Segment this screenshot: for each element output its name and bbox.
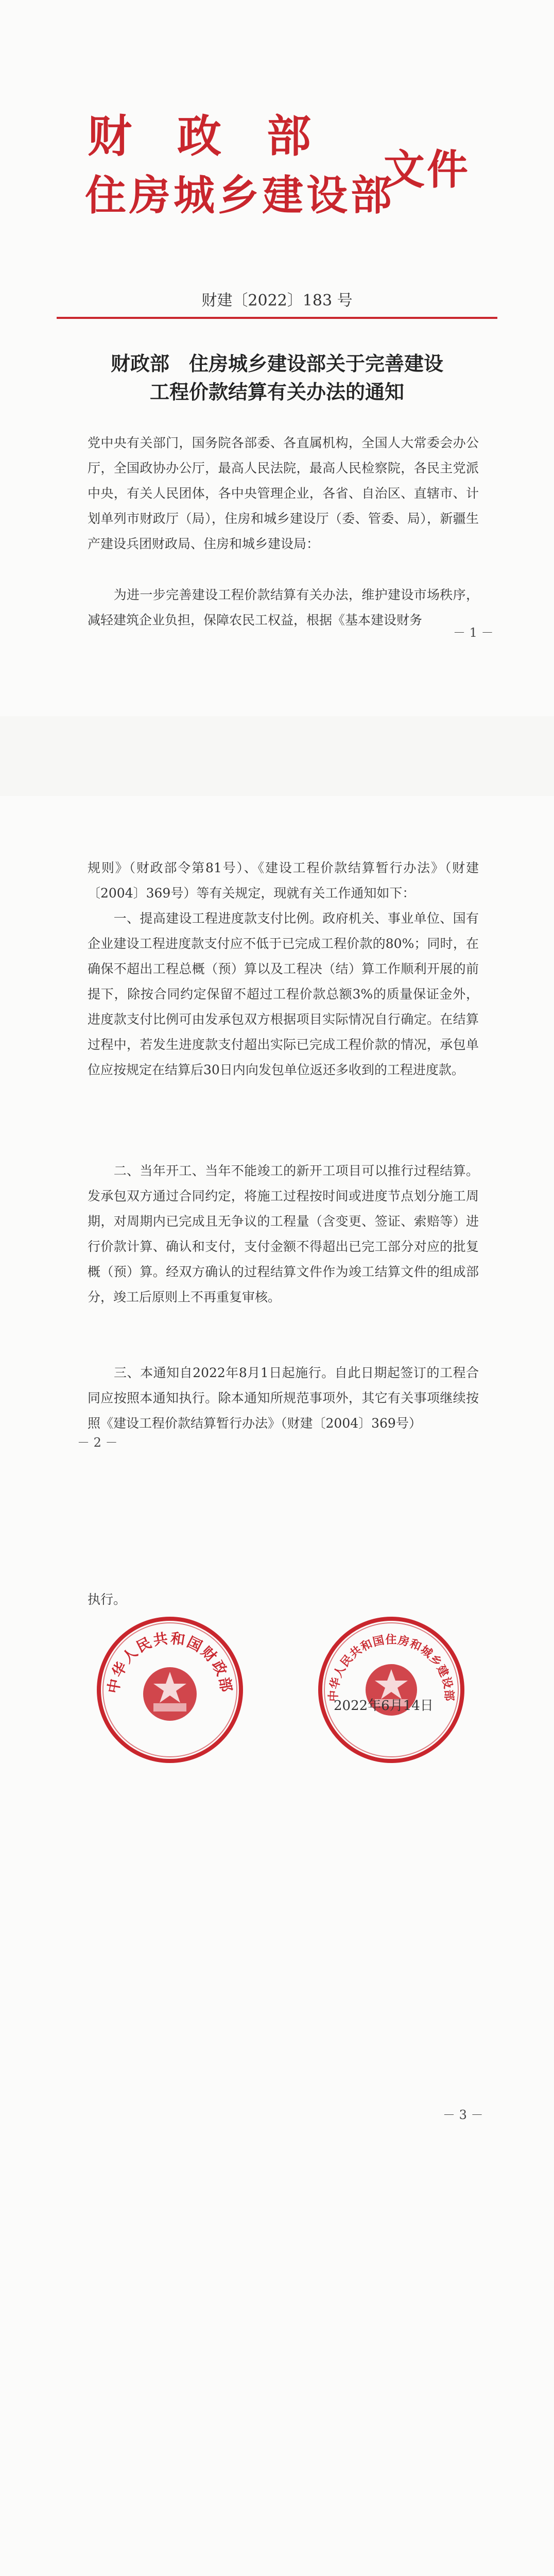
- issue-date: 2022年6月14日: [334, 1698, 434, 1714]
- svg-text:中华人民共和国财政部: 中华人民共和国财政部: [105, 1630, 235, 1695]
- paragraph-3: 三、本通知自2022年8月1日起施行。自此日期起签订的工程合同应按照本通知执行。除本通知所规范事项外，其它有关事项继续按照《建设工程价款结算暂行办法》（财建〔2004〕369号）: [88, 1365, 479, 1431]
- page-3: [0, 1587, 554, 2463]
- seal-mof: [93, 1613, 247, 1767]
- paragraph-0: 规则》（财政部令第81号）、《建设工程价款结算暂行办法》（财建〔2004〕369号）等有关规定，现就有关工作通知如下：: [88, 860, 479, 901]
- addressees: 党中央有关部门，国务院各部委、各直属机构，全国人大常委会办公厅，全国政协办公厅，最高人民法院，最高人民检察院，各民主党派中央，有关人民团体，各中央管理企业，各省、自治区、直辖市、计划单列市财政厅（局），住房和城乡建设厅（委、管委、局），新疆生产建设兵团财政局、住房和城乡建设局：: [88, 435, 479, 551]
- header-suffix: 文件: [384, 145, 470, 194]
- page-number-2: － 2 －: [77, 1435, 118, 1450]
- title-line1: 财政部 住房城乡建设部关于完善建设: [110, 352, 443, 375]
- national-emblem-icon: [143, 1667, 197, 1721]
- header-line1: 财政部: [88, 110, 356, 162]
- page-4: [0, 2463, 554, 2576]
- header-line2: 住房城乡建设部: [85, 171, 395, 219]
- title-line2: 工程价款结算有关办法的通知: [149, 380, 404, 403]
- intro-paragraph: 为进一步完善建设工程价款结算有关办法，维护建设市场秩序，减轻建筑企业负担，保障农民工权益，根据《基本建设财务: [88, 587, 479, 628]
- page-1: [0, 0, 554, 716]
- page-2: [0, 796, 554, 1615]
- paragraph-2: 二、当年开工、当年不能竣工的新开工项目可以推行过程结算。发承包双方通过合同约定，将施工过程按时间或进度节点划分施工周期，对周期内已完成且无争议的工程量（含变更、签证、索赔等）进行价款计算、确认和支付，支付金额不得超出已完工部分对应的批复概（预）算。经双方确认的过程结算文件作为竣工结算文件的组成部分，竣工后原则上不再重复审核。: [88, 1163, 479, 1304]
- seal-mohurd: [314, 1613, 469, 1767]
- page-number-1: － 1 －: [453, 625, 494, 640]
- closing-text: 执行。: [88, 1592, 127, 1607]
- page-number-3: － 3 －: [443, 2108, 483, 2122]
- red-divider: [57, 317, 497, 319]
- svg-text:中华人民共和国住房和城乡建设部: 中华人民共和国住房和城乡建设部: [326, 1633, 456, 1702]
- paragraph-1: 一、提高建设工程进度款支付比例。政府机关、事业单位、国有企业建设工程进度款支付应不低于已完成工程价款的80%；同时，在确保不超出工程总概（预）算以及工程决（结）算工作顺利开展的前提下，除按合同约定保留不超过工程价款总额3%的质量保证金外，进度款支付比例可由发承包双方根据项目实际情况自行确定。在结算过程中，若发生进度款支付超出实际已完成工程价款的情况，承包单位应按规定在结算后30日内向发包单位返还多收到的工程进度款。: [88, 911, 479, 1077]
- doc-number: 财建〔2022〕183 号: [201, 292, 353, 310]
